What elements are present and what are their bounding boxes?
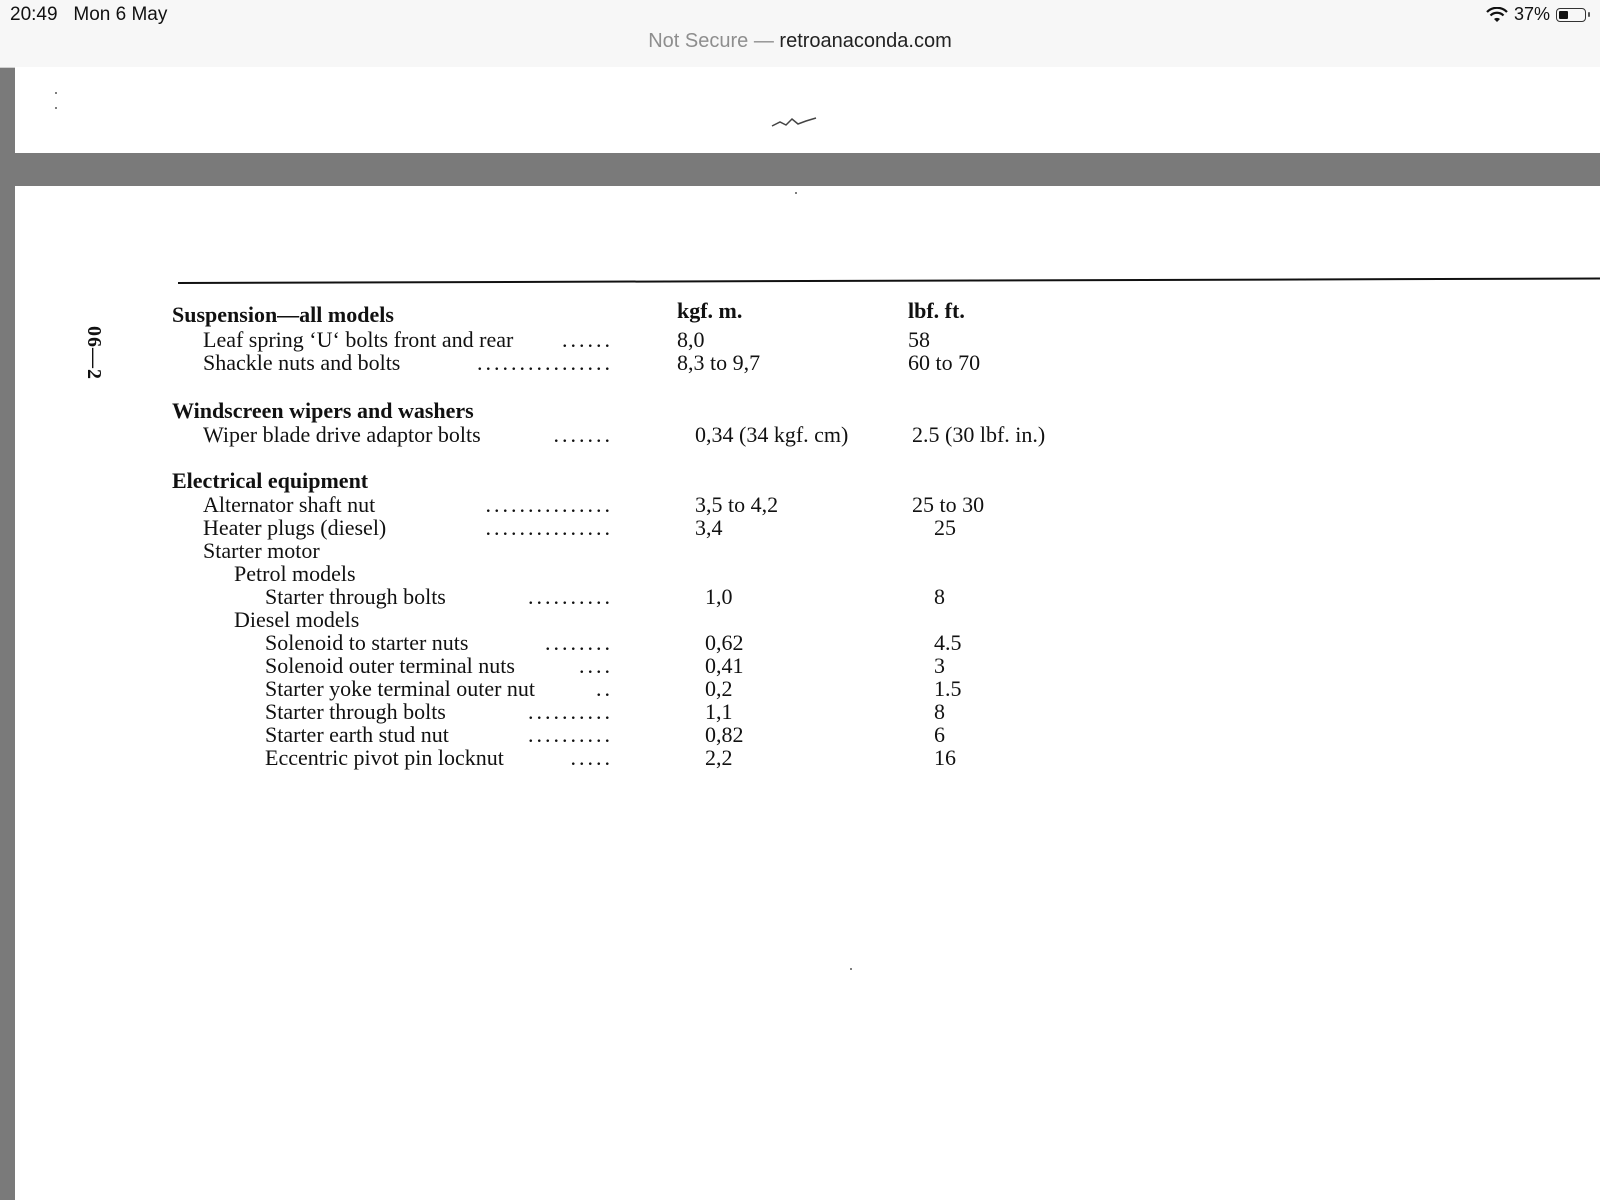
leader-dots: ............... (485, 492, 613, 517)
url-host: retroanaconda.com (779, 30, 952, 52)
value-imperial: 3 (934, 653, 945, 678)
value-metric: 0,82 (705, 722, 744, 747)
row-label: Starter motor (203, 538, 320, 563)
row-label: Solenoid outer terminal nuts (265, 653, 515, 678)
value-imperial: 58 (908, 327, 930, 352)
section-title: Suspension—all models (172, 302, 394, 327)
section-title: Electrical equipment (172, 468, 369, 493)
url-separator: — (753, 30, 774, 52)
row-label: Starter earth stud nut (265, 722, 449, 747)
scan-artifact-icon (770, 112, 820, 132)
row-label: Wiper blade drive adaptor bolts (203, 422, 481, 447)
value-metric: 0,41 (705, 653, 744, 678)
leader-dots: .. (596, 676, 613, 701)
row-label: Leaf spring ‘U‘ bolts front and rear (203, 327, 514, 352)
leader-dots: ....... (553, 422, 613, 447)
clock: 20:49 (10, 4, 58, 25)
section-title: Windscreen wipers and washers (172, 398, 474, 423)
wifi-icon (1486, 7, 1508, 23)
row-label: Eccentric pivot pin locknut (265, 745, 504, 770)
value-metric: 1,1 (705, 699, 733, 724)
value-metric: 0,62 (705, 630, 744, 655)
torque-table (15, 186, 1600, 1200)
status-indicators (1486, 4, 1586, 25)
value-imperial: 25 to 30 (912, 492, 985, 517)
address-bar[interactable] (0, 30, 1600, 53)
value-metric: 3,5 to 4,2 (695, 492, 779, 517)
value-metric: 1,0 (705, 584, 733, 609)
value-imperial: 4.5 (934, 630, 962, 655)
date: Mon 6 May (73, 4, 168, 25)
status-time (10, 4, 167, 26)
value-metric: 3,4 (695, 515, 723, 540)
security-label: Not Secure (648, 30, 749, 52)
leader-dots: .......... (528, 699, 613, 724)
value-metric: 0,34 (34 kgf. cm) (695, 422, 849, 447)
row-label: Petrol models (234, 561, 356, 586)
leader-dots: .......... (528, 584, 613, 609)
browser-top-bar (0, 0, 1600, 68)
page-number: 06—2 (83, 326, 105, 380)
value-metric: 8,0 (677, 327, 705, 352)
leader-dots: ...... (562, 327, 613, 352)
row-label: Solenoid to starter nuts (265, 630, 469, 655)
leader-dots: .... (579, 653, 613, 678)
value-metric: 0,2 (705, 676, 733, 701)
column-header-metric: kgf. m. (677, 298, 743, 323)
leader-dots: ................ (477, 350, 613, 375)
value-imperial: 8 (934, 584, 945, 609)
leader-dots: ............... (485, 515, 613, 540)
row-label: Alternator shaft nut (203, 492, 376, 517)
row-label: Heater plugs (diesel) (203, 515, 387, 540)
row-label: Shackle nuts and bolts (203, 350, 401, 375)
leader-dots: .......... (528, 722, 613, 747)
value-metric: 8,3 to 9,7 (677, 350, 761, 375)
value-imperial: 1.5 (934, 676, 962, 701)
value-imperial: 8 (934, 699, 945, 724)
battery-icon (1556, 8, 1586, 22)
battery-percent: 37% (1513, 4, 1550, 24)
row-label: Starter through bolts (265, 584, 446, 609)
value-imperial: 25 (934, 515, 956, 540)
leader-dots: ........ (545, 630, 613, 655)
column-header-imperial: lbf. ft. (908, 298, 965, 323)
value-imperial: 2.5 (30 lbf. in.) (912, 422, 1046, 447)
leader-dots: ..... (570, 745, 613, 770)
row-label: Diesel models (234, 607, 360, 632)
value-imperial: 16 (934, 745, 956, 770)
row-label: Starter yoke terminal outer nut (265, 676, 536, 701)
document-page (15, 186, 1600, 1200)
value-metric: 2,2 (705, 745, 733, 770)
value-imperial: 6 (934, 722, 945, 747)
previous-page (15, 67, 1600, 153)
value-imperial: 60 to 70 (908, 350, 981, 375)
row-label: Starter through bolts (265, 699, 446, 724)
